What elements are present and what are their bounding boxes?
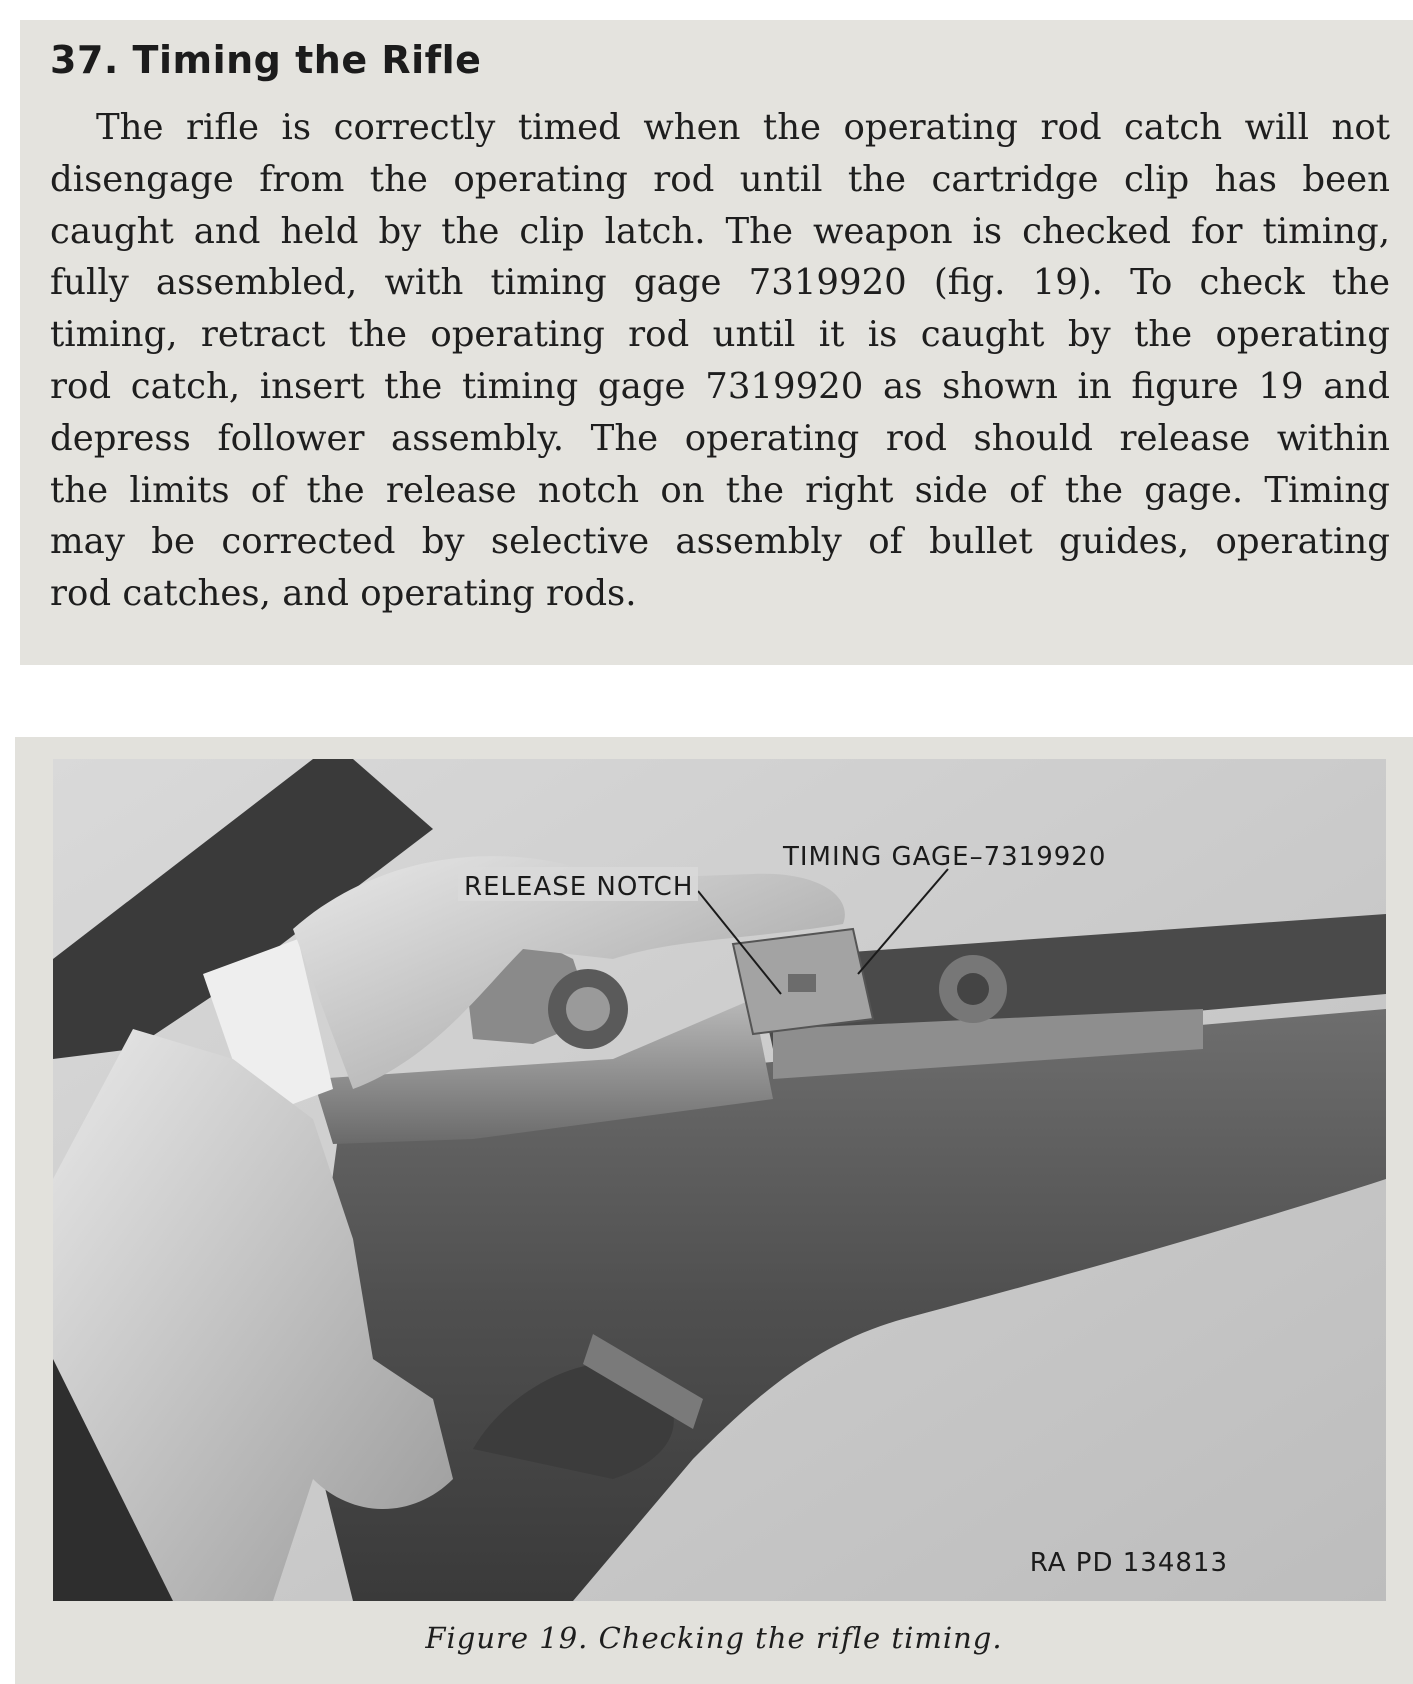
- body-line: timing, retract the operating rod until it is caught by the operating: [50, 314, 1390, 356]
- text-section: [20, 20, 1413, 665]
- body-line: fully assembled, with timing gage 7319920 (fig. 19). To check the: [50, 262, 1390, 304]
- body-line: the limits of the release notch on the right side of the gage. Timing: [50, 469, 1390, 511]
- rifle-timing-photo: [53, 759, 1386, 1601]
- body-paragraph: [50, 102, 1390, 620]
- body-line: depress follower assembly. The operating rod should release within: [50, 417, 1390, 459]
- figure-caption: Figure 19. Checking the rifle timing.: [425, 1621, 1003, 1655]
- body-line: may be corrected by selective assembly of bullet guides, operating: [50, 521, 1390, 563]
- photo-id: RA PD 134813: [1029, 1548, 1228, 1578]
- body-line: disengage from the operating rod until the cartridge clip has been: [50, 158, 1390, 200]
- timing-gage-label: TIMING GAGE–7319920: [783, 842, 1107, 872]
- body-line: rod catches, and operating rods.: [50, 573, 637, 615]
- section-title: 37. Timing the Rifle: [50, 38, 482, 82]
- figure-panel: [15, 737, 1413, 1684]
- body-line: rod catch, insert the timing gage 7319920 as shown in figure 19 and: [50, 365, 1390, 407]
- body-line: caught and held by the clip latch. The weapon is checked for timing,: [50, 210, 1390, 252]
- release-notch-label: RELEASE NOTCH: [464, 872, 694, 902]
- body-line: The rifle is correctly timed when the operating rod catch will not: [96, 107, 1390, 148]
